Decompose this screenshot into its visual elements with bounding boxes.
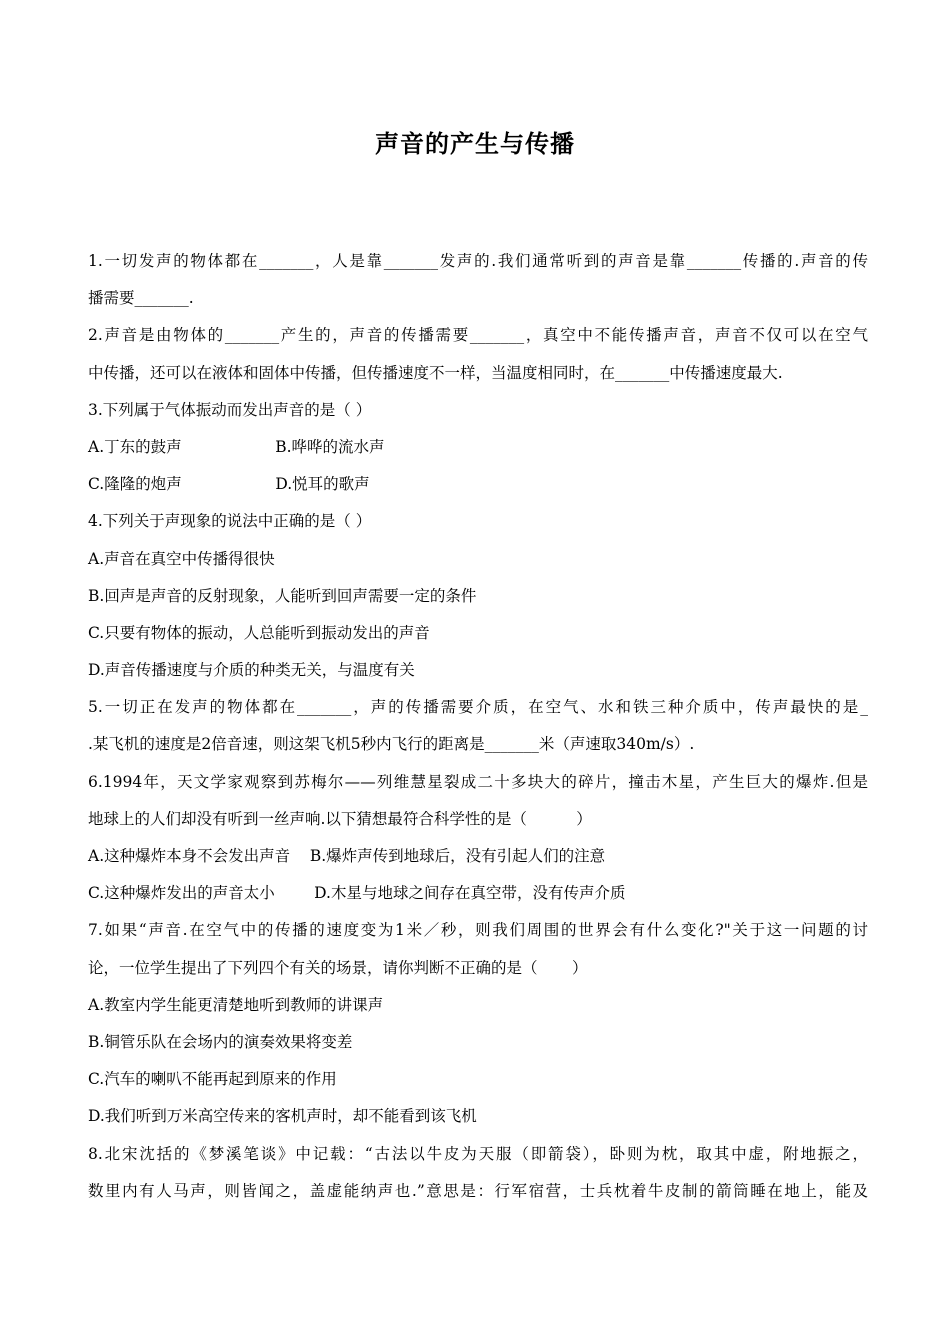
text-line: A.声音在真空中传播得很快 xyxy=(88,549,275,568)
text-line: B.回声是声音的反射现象，人能听到回声需要一定的条件 xyxy=(88,586,477,605)
text-line: A.这种爆炸本身不会发出声音 B.爆炸声传到地球后，没有引起人们的注意 xyxy=(88,847,606,865)
page-title: 声音的产生与传播 xyxy=(375,130,575,158)
text-line: 中传播，还可以在液体和固体中传播，但传播速度不一样，当温度相同时，在_______中传播速度最大. xyxy=(88,363,783,382)
text-line: 论，一位学生提出了下列四个有关的场景，请你判断不正确的是（ ） xyxy=(88,958,588,977)
text-line: 2.声音是由物体的_______产生的，声音的传播需要_______，真空中不能传播声音，声音不仅可以在空气 xyxy=(88,326,868,345)
text-line: C.汽车的喇叭不能再起到原来的作用 xyxy=(88,1070,337,1089)
text-line: A.教室内学生能更清楚地听到教师的讲课声 xyxy=(88,995,384,1014)
text-line: 地球上的人们却没有听到一丝声响.以下猜想最符合科学性的是（ ） xyxy=(88,809,592,828)
text-line: D.我们听到万米高空传来的客机声时，却不能看到该飞机 xyxy=(88,1107,477,1126)
text-line: 数里内有人马声，则皆闻之，盖虚能纳声也.”意思是：行军宿营，士兵枕着牛皮制的箭筒睡在地上，能及 xyxy=(88,1181,868,1200)
text-line: D.声音传播速度与介质的种类无关，与温度有关 xyxy=(88,661,415,680)
document-body xyxy=(88,243,868,1210)
text-line: 1.一切发声的物体都在_______，人是靠_______发声的.我们通常听到的声音是靠_______传播的.声音的传 xyxy=(88,252,868,270)
text-line: A.丁东的鼓声 B.哗哗的流水声 xyxy=(88,437,385,456)
text-line: 6.1994年，天文学家观察到苏梅尔——列维慧星裂成二十多块大的碎片，撞击木星，产生巨大的爆炸.但是 xyxy=(88,772,868,791)
text-line: C.这种爆炸发出的声音太小 D.木星与地球之间存在真空带，没有传声介质 xyxy=(88,884,626,903)
text-line: 3.下列属于气体振动而发出声音的是（ ） xyxy=(88,400,372,419)
text-line: C.隆隆的炮声 D.悦耳的歌声 xyxy=(88,475,370,494)
text-line: 4.下列关于声现象的说法中正确的是（ ） xyxy=(88,512,372,531)
text-line: .某飞机的速度是2倍音速，则这架飞机5秒内飞行的距离是_______米（声速取340m/s）. xyxy=(88,735,695,754)
text-line: 7.如果“声音.在空气中的传播的速度变为1米／秒，则我们周围的世界会有什么变化?"关于这一问题的讨 xyxy=(88,921,868,940)
text-line: B.铜管乐队在会场内的演奏效果将变差 xyxy=(88,1032,353,1051)
text-line: 5.一切正在发声的物体都在_______，声的传播需要介质，在空气、水和铁三种介质中，传声最快的是_ xyxy=(88,698,868,717)
text-line: 8.北宋沈括的《梦溪笔谈》中记载：“古法以牛皮为天服（即箭袋），卧则为枕，取其中虚，附地振之， xyxy=(88,1144,868,1163)
text-line: 播需要_______. xyxy=(88,289,194,308)
text-line: C.只要有物体的振动，人总能听到振动发出的声音 xyxy=(88,623,430,642)
